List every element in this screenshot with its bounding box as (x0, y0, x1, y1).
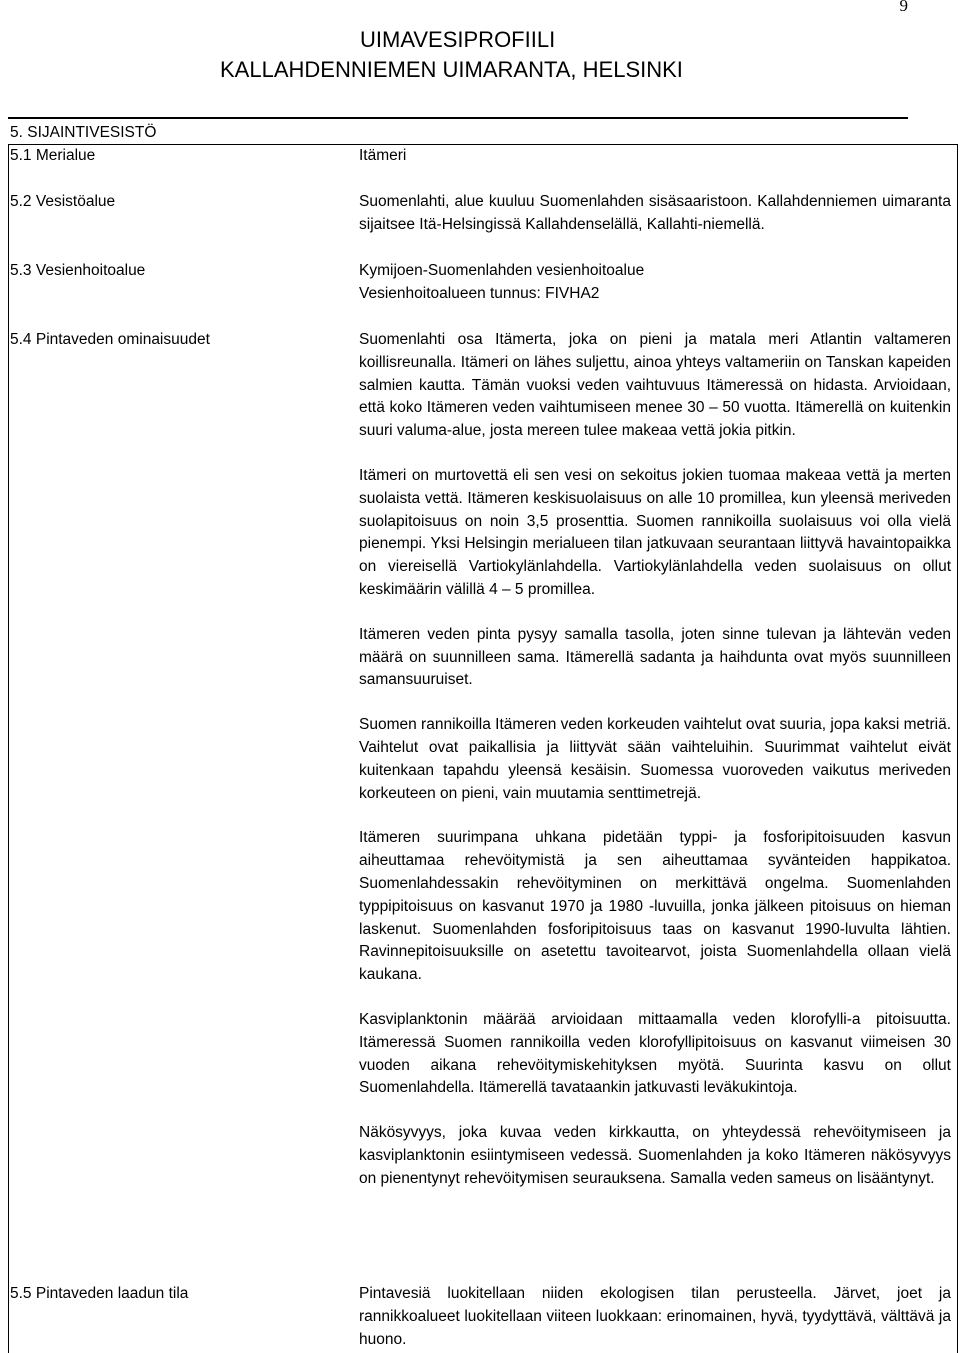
row-label: 5.2 Vesistöalue (10, 193, 116, 210)
row-paragraph: Näkösyvyys, joka kuvaa veden kirkkautta, on yhteydessä rehevöitymiseen ja kasviplanktonin esiintymiseen vedessä. Suomenlahden ja koko Itämeren näkösyvyys on pienentynyt rehevöitymisen seurauksena. Samalla veden sameus on lisääntynyt. (359, 1124, 951, 1187)
row-paragraph: Suomenlahti, alue kuuluu Suomenlahden sisäsaaristoon. Kallahdenniemen uimaranta sijaitsee Itä-Helsingissä Kallahdenselällä, Kallahti-niemellä. (359, 193, 951, 233)
row-paragraph: Itämeren suurimpana uhkana pidetään typpi- ja fosforipitoisuuden kasvun aiheuttamaa rehevöitymistä ja sen aiheuttamaa syvänteiden happikatoa. Suomenlahdessakin rehevöityminen on merkittävä ongelma. Suomenlahden typpipitoisuus on kasvanut 1970 ja 1980 -luvuilla, jonka jälkeen pitoisuus on hieman laskenut. Suomenlahden fosforipitoisuus taas on kasvanut 1990-luvulta lähtien. Ravinnepitoisuuksille on asetettu tavoitearvot, joista Suomenlahdella ollaan vielä kaukana. (359, 829, 951, 984)
row-label: 5.5 Pintaveden laadun tila (10, 1285, 189, 1302)
row-label: 5.4 Pintaveden ominaisuudet (10, 331, 210, 348)
row-value (359, 191, 951, 237)
title-divider (8, 117, 908, 119)
row-paragraph: Kasviplanktonin määrää arvioidaan mittaamalla veden klorofylli-a pitoisuutta. Itämeressä Suomen rannikoilla veden klorofyllipitoisuus on kasvanut viimeisen 30 vuoden aikana rehevöitymiskehityksen myötä. Suurinta kasvu on ollut Suomenlahdella. Itämerellä tavataankin jatkuvasti leväkukintoja. (359, 1010, 951, 1097)
row-paragraph: Suomen rannikoilla Itämeren veden korkeuden vaihtelut ovat suuria, jopa kaksi metriä. Vaihtelut ovat paikallisia ja liittyvät sään vaihteluihin. Suurimmat vaihtelut eivät kuitenkaan tapahdu yleensä kesäisin. Suomessa vuoroveden vaikutus meriveden korkeuteen on pieni, vain muutamia senttimetrejä. (359, 716, 951, 802)
row-paragraph: Suomenlahti osa Itämerta, joka on pieni ja matala meri Atlantin valtameren koillisreunalla. Itämeri on lähes suljettu, ainoa yhteys valtameriin on Tanskan kapeiden salmien kautta. Tämän vuoksi veden vaihtuvuus Itämeressä on hidasta. Arvioidaan, että koko Itämeren veden vaihtumiseen menee 30 – 50 vuotta. Itämerellä on kuitenkin suuri valuma-alue, josta mereen tulee makeaa vettä jokia pitkin. (359, 331, 951, 440)
row-value (359, 1283, 951, 1351)
row-paragraph: Itämeri (359, 147, 407, 164)
row-label: 5.3 Vesienhoitoalue (10, 262, 146, 279)
title-line-2: KALLAHDENNIEMEN UIMARANTA, HELSINKI (220, 57, 683, 82)
row-value (359, 329, 951, 1191)
row-paragraph: Itämeren veden pinta pysyy samalla tasolla, joten sinne tulevan ja lähtevän veden määrä on suunnilleen sama. Itämerellä sadanta ja haihdunta ovat myös suunnilleen samansuuruiset. (359, 625, 951, 689)
section-heading: 5. SIJAINTIVESISTÖ (10, 124, 157, 141)
row-label: 5.1 Merialue (10, 147, 96, 164)
row-value (359, 260, 689, 306)
row-paragraph: Kymijoen-Suomenlahden vesienhoitoalue Vesienhoitoalueen tunnus: FIVHA2 (359, 262, 645, 302)
row-paragraph: Itämeri on murtovettä eli sen vesi on sekoitus jokien tuomaa makeaa vettä ja merten suolaista vettä. Itämeren keskisuolaisuus on alle 10 promillea, kun yleensä meriveden suolapitoisuus on noin 3,5 prosenttia. Suomen rannikoilla suolaisuus voi olla vielä pienempi. Yksi Helsingin merialueen tilan jatkuvaan seurantaan liittyvä havaintopaikka on viereisellä Vartiokylänlahdella. Vartiokylänlahdella veden suolaisuus on ollut keskimäärin välillä 4 – 5 promillea. (359, 466, 951, 598)
table-right-border (957, 144, 958, 1353)
title-line-1: UIMAVESIPROFIILI (360, 27, 556, 52)
page-number: 9 (899, 0, 908, 15)
table-left-border (8, 144, 9, 1353)
document-title (0, 25, 915, 85)
row-value (359, 145, 951, 168)
row-paragraph: Pintavesiä luokitellaan niiden ekologisen tilan perusteella. Järvet, joet ja rannikkoalueet luokitellaan viiteen luokkaan: erinomainen, hyvä, tyydyttävä, välttävä ja huono. (359, 1285, 951, 1348)
